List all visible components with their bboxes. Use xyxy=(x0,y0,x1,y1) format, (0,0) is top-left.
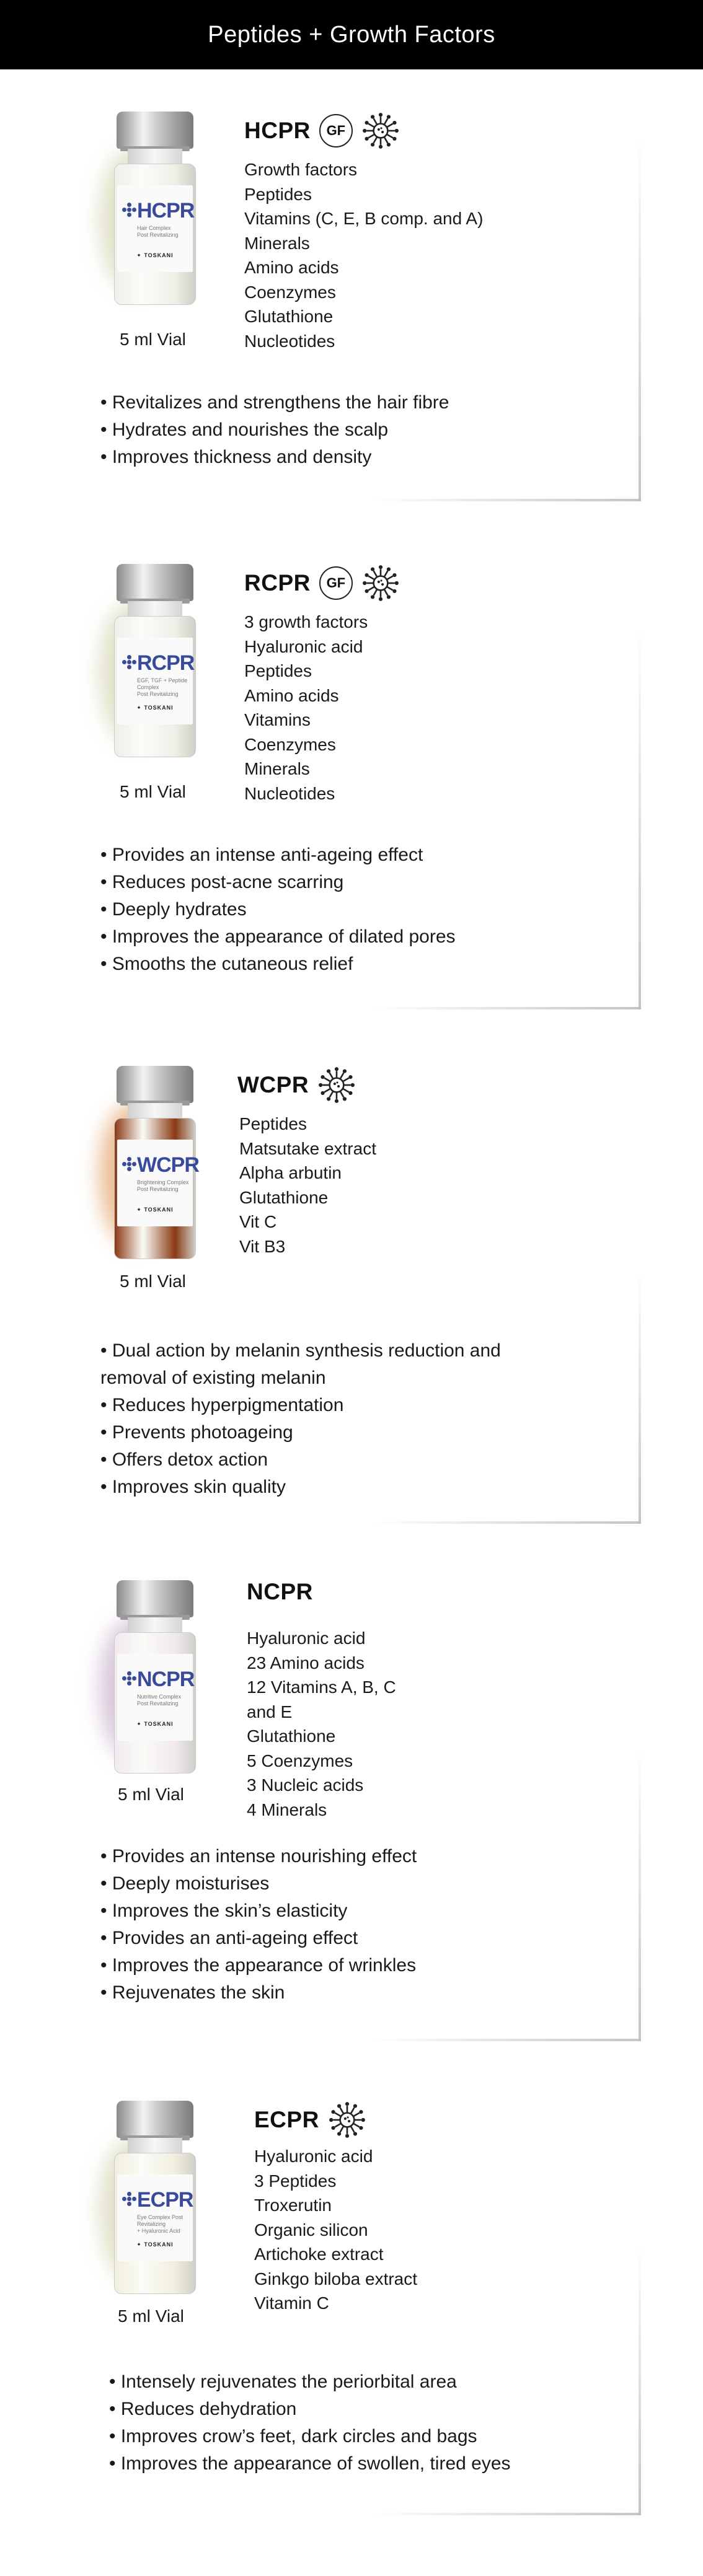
product-title xyxy=(247,1579,313,1605)
benefit-item: • Provides an anti-ageing effect xyxy=(100,1928,358,1948)
page-title: Peptides + Growth Factors xyxy=(208,21,495,48)
card-shadow-edge xyxy=(639,2243,641,2515)
gf-badge-icon: GF xyxy=(319,114,353,147)
ingredient-item: Nucleotides xyxy=(244,783,335,803)
ingredient-item: Ginkgo biloba extract xyxy=(254,2269,418,2288)
ingredient-item: Peptides xyxy=(244,661,312,680)
ingredient-item: 3 Nucleic acids xyxy=(247,1775,364,1795)
product-card-ncpr xyxy=(0,1562,703,2045)
card-shadow-edge xyxy=(639,136,641,501)
virus-icon xyxy=(361,564,400,602)
vial-label-name: RCPR xyxy=(137,651,195,675)
vial-brand-logo: ✦ TOSKANI xyxy=(136,705,174,711)
product-title xyxy=(254,2101,366,2139)
virus-icon xyxy=(328,2101,366,2139)
card-shadow-bottom xyxy=(372,499,641,501)
ingredient-item: Vit C xyxy=(239,1212,277,1231)
ingredient-item: Organic silicon xyxy=(254,2220,368,2240)
benefits-list xyxy=(100,1843,417,2007)
product-title xyxy=(244,112,400,150)
benefit-item: • Reduces hyperpigmentation xyxy=(100,1395,344,1415)
benefit-item: • Intensely rejuvenates the periorbital area xyxy=(109,2372,457,2392)
ingredient-item: Glutathione xyxy=(239,1187,329,1207)
benefit-item: • Smooths the cutaneous relief xyxy=(100,954,353,974)
vial-label-name: ECPR xyxy=(137,2188,193,2212)
ingredient-item: 4 Minerals xyxy=(247,1800,327,1819)
product-title xyxy=(244,564,400,602)
brand-dots-icon xyxy=(122,2192,137,2207)
vial-label-subtitle: Eye Complex Post Revitalizing + Hyaluronic Acid xyxy=(137,2214,183,2234)
benefit-item: • Improves skin quality xyxy=(100,1477,286,1497)
benefit-item: • Reduces post-acne scarring xyxy=(100,872,344,892)
vial-brand-logo: ✦ TOSKANI xyxy=(136,2241,174,2248)
ingredients-list xyxy=(247,1626,396,1822)
vial-label-name: HCPR xyxy=(137,199,195,222)
vial-image xyxy=(112,2101,198,2305)
brand-dots-icon xyxy=(122,203,137,218)
ingredient-item: Glutathione xyxy=(244,307,334,326)
product-card-wcpr xyxy=(0,1047,703,1528)
benefit-item: • Offers detox action xyxy=(100,1449,268,1470)
ingredient-item: Minerals xyxy=(244,759,310,778)
ingredients-list xyxy=(244,610,368,806)
vial-image xyxy=(112,1580,198,1785)
ingredient-item: Amino acids xyxy=(244,258,339,277)
benefit-item: • Hydrates and nourishes the scalp xyxy=(100,420,389,440)
ingredient-item: Hyaluronic acid xyxy=(254,2147,373,2166)
card-shadow-bottom xyxy=(372,2513,641,2515)
ingredient-item: 23 Amino acids xyxy=(247,1653,365,1673)
vial-image xyxy=(112,564,198,768)
benefit-item: • Provides an intense nourishing effect xyxy=(100,1846,417,1866)
vial-caption: 5 ml Vial xyxy=(120,782,186,801)
ingredient-item: 5 Coenzymes xyxy=(247,1751,353,1770)
card-shadow-edge xyxy=(639,1270,641,1524)
vial-label-subtitle: Hair Complex Post Revitalizing xyxy=(137,225,179,238)
product-name: NCPR xyxy=(247,1579,313,1604)
ingredient-item: Troxerutin xyxy=(254,2196,332,2215)
brand-dots-icon xyxy=(122,1157,137,1172)
ingredient-item: Amino acids xyxy=(244,685,339,705)
product-card-ecpr xyxy=(0,2082,703,2519)
card-shadow-bottom xyxy=(372,2039,641,2041)
product-name: WCPR xyxy=(237,1072,309,1097)
ingredient-item: Hyaluronic acid xyxy=(244,636,363,656)
benefit-item: • Revitalizes and strengthens the hair fibre xyxy=(100,392,449,413)
ingredient-item: Vitamin C xyxy=(254,2293,329,2313)
ingredients-list xyxy=(254,2144,417,2316)
ingredient-item: Artichoke extract xyxy=(254,2244,384,2264)
brand-dots-icon xyxy=(122,655,137,670)
ingredient-item: Alpha arbutin xyxy=(239,1163,342,1182)
ingredient-item: 12 Vitamins A, B, C xyxy=(247,1677,396,1697)
ingredient-item: Minerals xyxy=(244,233,310,253)
benefits-list xyxy=(100,389,449,471)
vial-brand-logo: ✦ TOSKANI xyxy=(136,1207,174,1213)
benefit-item: • Improves crow’s feet, dark circles and bags xyxy=(109,2426,477,2446)
product-name: RCPR xyxy=(244,570,311,596)
page-header xyxy=(0,0,703,69)
ingredient-item: Coenzymes xyxy=(244,282,336,302)
ingredient-item: Glutathione xyxy=(247,1726,336,1746)
vial-label-subtitle: Nutritive Complex Post Revitalizing xyxy=(137,1694,182,1707)
ingredient-item: Vitamins (C, E, B comp. and A) xyxy=(244,209,484,228)
vial-image xyxy=(112,1066,198,1270)
benefits-list xyxy=(100,1337,501,1501)
card-shadow-edge xyxy=(639,1747,641,2041)
ingredient-item: 3 growth factors xyxy=(244,612,368,631)
product-name: HCPR xyxy=(244,118,311,143)
vial-caption: 5 ml Vial xyxy=(120,330,186,349)
vial-label-subtitle: Brightening Complex Post Revitalizing xyxy=(137,1179,189,1192)
benefit-item: • Deeply hydrates xyxy=(100,899,247,920)
product-name: ECPR xyxy=(254,2107,319,2132)
benefit-item: • Improves the skin’s elasticity xyxy=(100,1901,348,1921)
card-shadow-bottom xyxy=(372,1007,641,1009)
benefit-item: • Prevents photoageing xyxy=(100,1422,293,1443)
vial-label-name: WCPR xyxy=(137,1153,199,1177)
ingredient-item: Hyaluronic acid xyxy=(247,1629,366,1648)
ingredients-list xyxy=(244,157,483,353)
brand-dots-icon xyxy=(122,1671,137,1686)
benefit-item: • Provides an intense anti-ageing effect xyxy=(100,845,423,865)
ingredient-item: Matsutake extract xyxy=(239,1138,376,1158)
ingredient-item: and E xyxy=(247,1702,293,1721)
vial-label-name: NCPR xyxy=(137,1668,195,1691)
benefit-item: • Improves the appearance of wrinkles xyxy=(100,1955,417,1976)
benefit-item: • Improves the appearance of swollen, tired eyes xyxy=(109,2453,511,2474)
ingredient-item: Growth factors xyxy=(244,160,358,179)
ingredient-item: Vitamins xyxy=(244,710,311,729)
product-title xyxy=(237,1066,356,1104)
vial-caption: 5 ml Vial xyxy=(120,1272,186,1291)
card-shadow-edge xyxy=(639,626,641,1009)
vial-caption: 5 ml Vial xyxy=(118,2306,184,2326)
virus-icon xyxy=(317,1066,356,1104)
ingredient-item: Peptides xyxy=(239,1114,307,1133)
product-card-hcpr xyxy=(0,93,703,505)
ingredient-item: Nucleotides xyxy=(244,331,335,351)
benefit-item: • Deeply moisturises xyxy=(100,1873,270,1894)
benefits-list xyxy=(109,2368,511,2477)
ingredient-item: Coenzymes xyxy=(244,734,336,754)
benefit-item: • Dual action by melanin synthesis reduction and xyxy=(100,1340,501,1361)
vial-brand-logo: ✦ TOSKANI xyxy=(136,252,174,258)
vial-caption: 5 ml Vial xyxy=(118,1785,184,1804)
ingredient-item: Peptides xyxy=(244,184,312,204)
product-card-rcpr xyxy=(0,545,703,1013)
vial-image xyxy=(112,112,198,316)
benefit-item: • Reduces dehydration xyxy=(109,2399,297,2419)
ingredient-item: 3 Peptides xyxy=(254,2171,337,2191)
virus-icon xyxy=(361,112,400,150)
gf-badge-icon: GF xyxy=(319,566,353,600)
benefit-item: • Improves the appearance of dilated pores xyxy=(100,926,456,947)
card-shadow-bottom xyxy=(372,1521,641,1524)
ingredient-item: Vit B3 xyxy=(239,1236,286,1256)
benefit-item: • Improves thickness and density xyxy=(100,447,372,467)
benefit-item: • Rejuvenates the skin xyxy=(100,1982,285,2003)
benefit-item: removal of existing melanin xyxy=(100,1368,326,1388)
vial-brand-logo: ✦ TOSKANI xyxy=(136,1721,174,1727)
ingredients-list xyxy=(239,1112,376,1259)
vial-label-subtitle: EGF, TGF + Peptide Complex Post Revitalizing xyxy=(137,677,188,697)
benefits-list xyxy=(100,842,456,978)
